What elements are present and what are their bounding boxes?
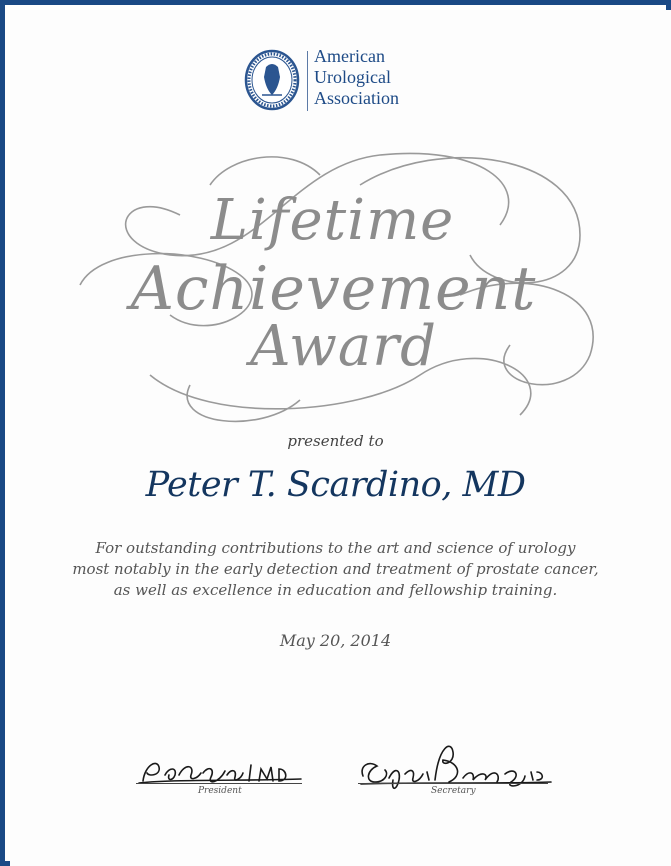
award-title-line-2: Achievement bbox=[130, 254, 537, 324]
aua-seal-logo bbox=[244, 49, 300, 111]
presented-to-label: presented to bbox=[287, 432, 384, 450]
logo-divider bbox=[307, 51, 308, 111]
award-date: May 20, 2014 bbox=[279, 631, 392, 650]
president-title: President bbox=[198, 786, 242, 796]
organization-name bbox=[314, 46, 474, 109]
citation-line-1: For outstanding contributions to the art and science of urology bbox=[95, 539, 576, 557]
organization-name-line-1: American bbox=[314, 46, 385, 66]
organization-name-line-3: Association bbox=[314, 88, 399, 108]
organization-name-line-2: Urological bbox=[314, 67, 391, 87]
president-signature-line bbox=[136, 783, 302, 784]
citation-text bbox=[70, 538, 601, 601]
secretary-signature-line bbox=[358, 783, 548, 784]
secretary-title: Secretary bbox=[431, 786, 476, 796]
citation-line-2: most notably in the early detection and treatment of prostate cancer, bbox=[72, 560, 599, 578]
award-title-line-1: Lifetime bbox=[210, 188, 455, 253]
citation-line-3: as well as excellence in education and fellowship training. bbox=[113, 581, 558, 599]
recipient-name: Peter T. Scardino, MD bbox=[145, 465, 526, 505]
award-title-line-3: Award bbox=[250, 314, 437, 379]
